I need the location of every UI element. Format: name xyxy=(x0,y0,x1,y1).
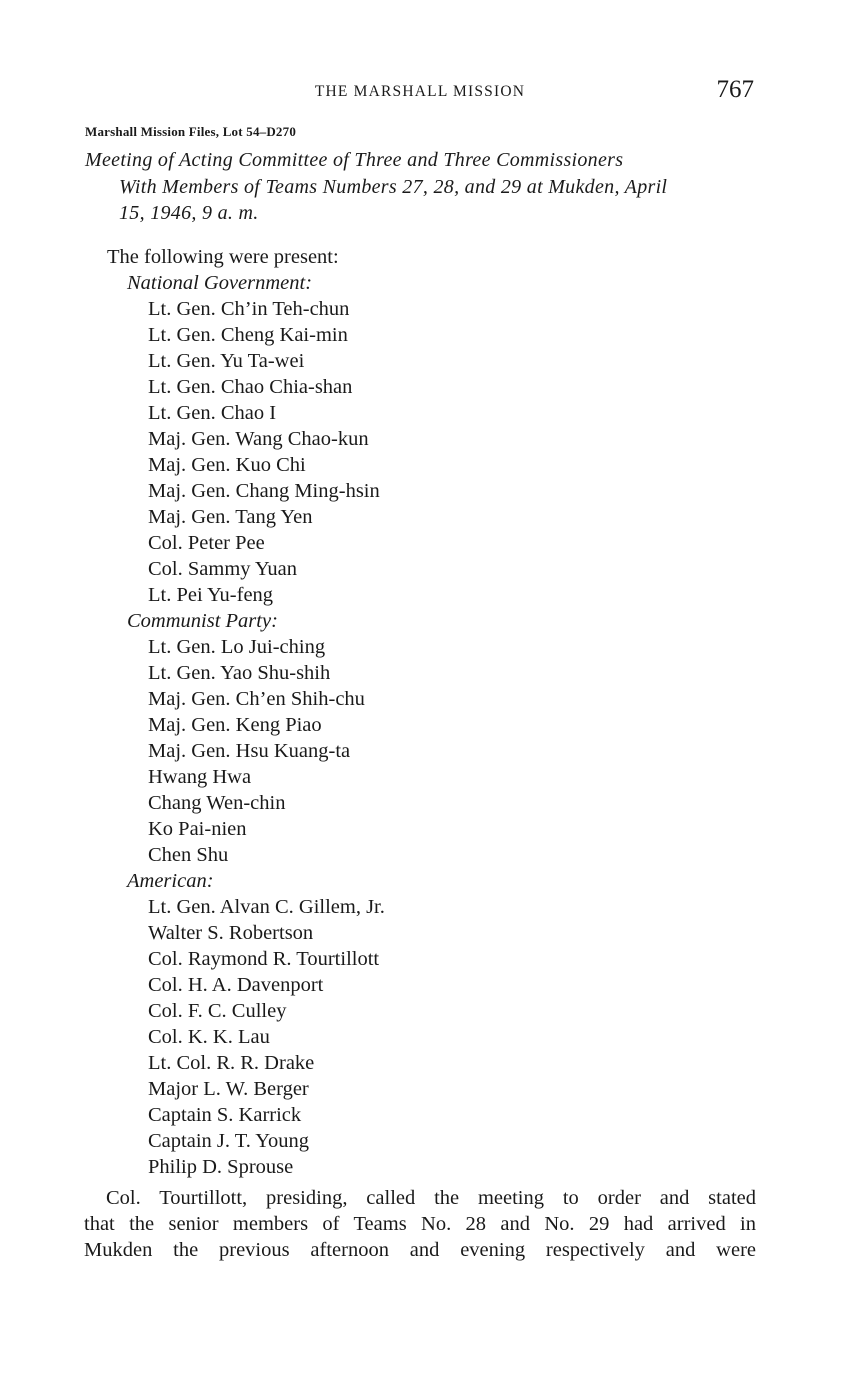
attendee-name: Maj. Gen. Kuo Chi xyxy=(148,454,306,476)
file-reference: Marshall Mission Files, Lot 54–D270 xyxy=(85,124,297,139)
attendee-name: Lt. Gen. Yu Ta-wei xyxy=(148,350,305,372)
attendee-name: Chang Wen-chin xyxy=(148,792,286,814)
attendee-name: Lt. Gen. Ch’in Teh-chun xyxy=(148,298,350,320)
attendee-name: Hwang Hwa xyxy=(148,766,252,788)
closing-line-2: that the senior members of Teams No. 28 and No. 29 had arrived in xyxy=(84,1213,756,1235)
page-number: 767 xyxy=(716,76,754,103)
attendee-name: Maj. Gen. Chang Ming-hsin xyxy=(148,480,380,502)
group-label: National Government: xyxy=(127,272,313,294)
attendee-name: Lt. Gen. Chao I xyxy=(148,402,277,424)
attendee-name: Captain J. T. Young xyxy=(148,1130,309,1152)
attendee-name: Maj. Gen. Keng Piao xyxy=(148,714,322,736)
group-label: Communist Party: xyxy=(127,610,278,632)
attendee-name: Col. K. K. Lau xyxy=(148,1026,270,1048)
attendee-name: Lt. Gen. Lo Jui-ching xyxy=(148,636,326,658)
closing-line-1: Col. Tourtillott, presiding, called the meeting to order and stated xyxy=(106,1187,756,1209)
attendee-name: Col. Sammy Yuan xyxy=(148,558,298,580)
heading-line-2: With Members of Teams Numbers 27, 28, and 29 at Mukden, April xyxy=(119,175,668,198)
attendee-name: Col. F. C. Culley xyxy=(148,1000,287,1022)
attendee-name: Maj. Gen. Hsu Kuang-ta xyxy=(148,740,351,762)
closing-line-3: Mukden the previous afternoon and evening respectively and were xyxy=(84,1239,756,1261)
attendee-name: Walter S. Robertson xyxy=(148,922,314,944)
attendee-name: Lt. Pei Yu-feng xyxy=(148,584,274,606)
attendee-name: Philip D. Sprouse xyxy=(148,1156,294,1178)
attendee-name: Maj. Gen. Ch’en Shih-chu xyxy=(148,688,365,710)
attendee-name: Ko Pai-nien xyxy=(148,818,247,840)
running-header xyxy=(84,76,756,108)
attendee-name: Maj. Gen. Tang Yen xyxy=(148,506,313,528)
attendee-name: Maj. Gen. Wang Chao-kun xyxy=(148,428,369,450)
document-heading xyxy=(85,147,761,227)
attendee-name: Lt. Gen. Alvan C. Gillem, Jr. xyxy=(148,896,385,918)
attendee-name: Lt. Col. R. R. Drake xyxy=(148,1052,315,1074)
group-label: American: xyxy=(127,870,214,892)
attendee-name: Lt. Gen. Chao Chia-shan xyxy=(148,376,353,398)
attendee-name: Col. Raymond R. Tourtillott xyxy=(148,948,380,970)
attendee-name: Lt. Gen. Yao Shu-shih xyxy=(148,662,331,684)
heading-line-3: 15, 1946, 9 a. m. xyxy=(119,202,259,224)
closing-paragraph xyxy=(84,1185,756,1263)
running-title: THE MARSHALL MISSION xyxy=(314,83,526,100)
attendee-name: Major L. W. Berger xyxy=(148,1078,309,1100)
attendee-name: Col. H. A. Davenport xyxy=(148,974,324,996)
attendee-name: Chen Shu xyxy=(148,844,229,866)
heading-line-1: Meeting of Acting Committee of Three and Three Commissioners xyxy=(85,149,624,171)
attendee-name: Captain S. Karrick xyxy=(148,1104,302,1126)
attendee-name: Lt. Gen. Cheng Kai-min xyxy=(148,324,348,346)
attendee-name: Col. Peter Pee xyxy=(148,532,265,554)
attendance-intro: The following were present: xyxy=(107,246,339,268)
attendee-roster xyxy=(0,270,856,1180)
